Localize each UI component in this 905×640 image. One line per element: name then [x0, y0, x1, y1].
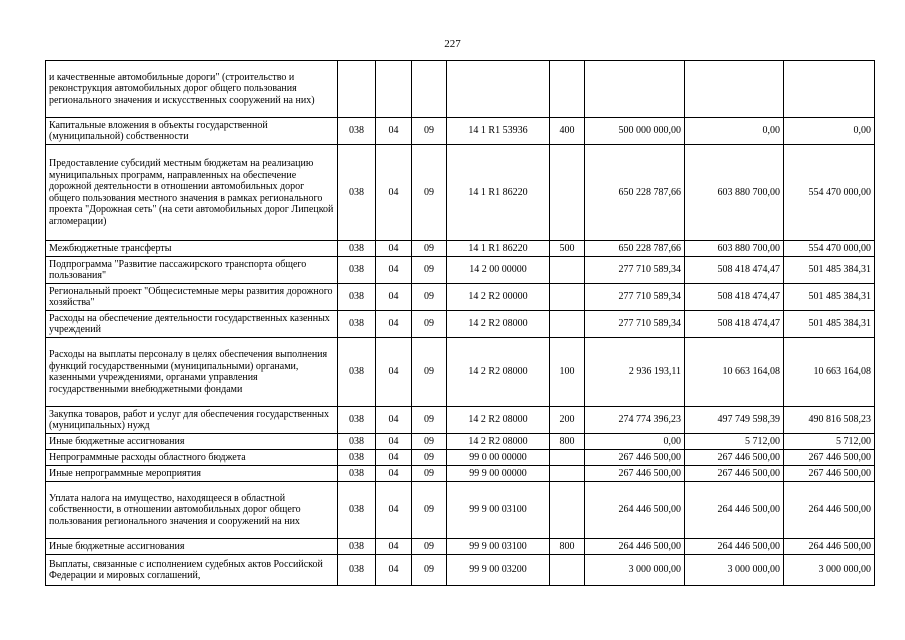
amount-year-2-cell: 603 880 700,00 — [685, 241, 784, 257]
admin-code-cell: 038 — [338, 450, 376, 466]
table-row — [46, 450, 875, 466]
expense-type-cell — [550, 145, 585, 241]
table-row — [46, 338, 875, 407]
amount-year-3-cell: 3 000 000,00 — [784, 555, 875, 586]
section-code-cell: 04 — [376, 284, 412, 311]
amount-year-2-cell: 264 446 500,00 — [685, 482, 784, 539]
admin-code-cell: 038 — [338, 284, 376, 311]
amount-year-1-cell — [585, 61, 685, 118]
row-name-cell: Непрограммные расходы областного бюджета — [46, 450, 338, 466]
target-article-cell: 14 2 R2 08000 — [447, 407, 550, 434]
amount-year-3-cell: 490 816 508,23 — [784, 407, 875, 434]
table-row — [46, 434, 875, 450]
amount-year-3-cell — [784, 61, 875, 118]
amount-year-3-cell: 264 446 500,00 — [784, 482, 875, 539]
subsection-code-cell: 09 — [412, 450, 447, 466]
amount-year-3-cell: 554 470 000,00 — [784, 145, 875, 241]
admin-code-cell: 038 — [338, 241, 376, 257]
amount-year-1-cell: 267 446 500,00 — [585, 450, 685, 466]
subsection-code-cell: 09 — [412, 434, 447, 450]
expense-type-cell: 200 — [550, 407, 585, 434]
admin-code-cell: 038 — [338, 407, 376, 434]
amount-year-3-cell: 501 485 384,31 — [784, 257, 875, 284]
section-code-cell: 04 — [376, 118, 412, 145]
section-code-cell: 04 — [376, 145, 412, 241]
row-name-cell: Иные бюджетные ассигнования — [46, 539, 338, 555]
amount-year-3-cell: 10 663 164,08 — [784, 338, 875, 407]
amount-year-2-cell: 508 418 474,47 — [685, 257, 784, 284]
subsection-code-cell — [412, 61, 447, 118]
amount-year-3-cell: 501 485 384,31 — [784, 284, 875, 311]
section-code-cell: 04 — [376, 539, 412, 555]
expense-type-cell — [550, 61, 585, 118]
amount-year-3-cell: 501 485 384,31 — [784, 311, 875, 338]
row-name-cell: Предоставление субсидий местным бюджетам на реализацию муниципальных программ, направленных на обеспечение дорожной деятельности в отношении автомобильных дорог общего пользования местного значения в рамках регионального проекта "Дорожная сеть" (на сети автомобильных дорог Липецкой агломерации) — [46, 145, 338, 241]
amount-year-2-cell: 264 446 500,00 — [685, 539, 784, 555]
section-code-cell: 04 — [376, 311, 412, 338]
subsection-code-cell: 09 — [412, 555, 447, 586]
subsection-code-cell: 09 — [412, 338, 447, 407]
section-code-cell: 04 — [376, 407, 412, 434]
target-article-cell: 99 9 00 03100 — [447, 539, 550, 555]
amount-year-3-cell: 267 446 500,00 — [784, 466, 875, 482]
admin-code-cell — [338, 61, 376, 118]
expense-type-cell — [550, 450, 585, 466]
target-article-cell: 99 9 00 03200 — [447, 555, 550, 586]
row-name-cell: Закупка товаров, работ и услуг для обеспечения государственных (муниципальных) нужд — [46, 407, 338, 434]
row-name-cell: Подпрограмма "Развитие пассажирского транспорта общего пользования" — [46, 257, 338, 284]
expense-type-cell — [550, 466, 585, 482]
table-row — [46, 284, 875, 311]
admin-code-cell: 038 — [338, 257, 376, 284]
amount-year-1-cell: 2 936 193,11 — [585, 338, 685, 407]
row-name-cell: Расходы на обеспечение деятельности государственных казенных учреждений — [46, 311, 338, 338]
amount-year-2-cell: 267 446 500,00 — [685, 466, 784, 482]
expense-type-cell — [550, 482, 585, 539]
section-code-cell: 04 — [376, 338, 412, 407]
admin-code-cell: 038 — [338, 539, 376, 555]
subsection-code-cell: 09 — [412, 466, 447, 482]
amount-year-3-cell: 0,00 — [784, 118, 875, 145]
section-code-cell: 04 — [376, 450, 412, 466]
row-name-cell: Уплата налога на имущество, находящееся в областной собственности, в отношении автомобильных дорог общего пользования регионального значения и сооружений на них — [46, 482, 338, 539]
target-article-cell: 14 2 R2 08000 — [447, 338, 550, 407]
expense-type-cell: 800 — [550, 539, 585, 555]
page-number: 227 — [444, 38, 461, 50]
budget-table — [45, 60, 875, 586]
amount-year-2-cell — [685, 61, 784, 118]
admin-code-cell: 038 — [338, 434, 376, 450]
amount-year-2-cell: 267 446 500,00 — [685, 450, 784, 466]
amount-year-3-cell: 267 446 500,00 — [784, 450, 875, 466]
table-row — [46, 145, 875, 241]
target-article-cell — [447, 61, 550, 118]
row-name-cell: Иные непрограммные мероприятия — [46, 466, 338, 482]
table-row — [46, 118, 875, 145]
subsection-code-cell: 09 — [412, 482, 447, 539]
amount-year-1-cell: 267 446 500,00 — [585, 466, 685, 482]
expense-type-cell — [550, 257, 585, 284]
target-article-cell: 99 9 00 00000 — [447, 466, 550, 482]
expense-type-cell — [550, 555, 585, 586]
target-article-cell: 14 1 R1 86220 — [447, 145, 550, 241]
target-article-cell: 14 2 R2 08000 — [447, 311, 550, 338]
table-row — [46, 257, 875, 284]
section-code-cell: 04 — [376, 257, 412, 284]
target-article-cell: 99 0 00 00000 — [447, 450, 550, 466]
row-name-cell: Расходы на выплаты персоналу в целях обеспечения выполнения функций государственными (муниципальными) органами, казенными учреждениями, органами управления государственными внебюджетными фондами — [46, 338, 338, 407]
amount-year-2-cell: 0,00 — [685, 118, 784, 145]
subsection-code-cell: 09 — [412, 407, 447, 434]
target-article-cell: 14 2 R2 08000 — [447, 434, 550, 450]
expense-type-cell: 800 — [550, 434, 585, 450]
amount-year-2-cell: 603 880 700,00 — [685, 145, 784, 241]
admin-code-cell: 038 — [338, 555, 376, 586]
expense-type-cell: 400 — [550, 118, 585, 145]
target-article-cell: 14 1 R1 53936 — [447, 118, 550, 145]
subsection-code-cell: 09 — [412, 241, 447, 257]
admin-code-cell: 038 — [338, 145, 376, 241]
section-code-cell: 04 — [376, 555, 412, 586]
expense-type-cell — [550, 284, 585, 311]
subsection-code-cell: 09 — [412, 311, 447, 338]
amount-year-2-cell: 10 663 164,08 — [685, 338, 784, 407]
section-code-cell: 04 — [376, 466, 412, 482]
amount-year-3-cell: 554 470 000,00 — [784, 241, 875, 257]
target-article-cell: 14 1 R1 86220 — [447, 241, 550, 257]
table-row — [46, 241, 875, 257]
amount-year-1-cell: 274 774 396,23 — [585, 407, 685, 434]
target-article-cell: 14 2 00 00000 — [447, 257, 550, 284]
amount-year-2-cell: 497 749 598,39 — [685, 407, 784, 434]
amount-year-1-cell: 650 228 787,66 — [585, 241, 685, 257]
row-name-cell: Региональный проект "Общесистемные меры развития дорожного хозяйства" — [46, 284, 338, 311]
amount-year-2-cell: 5 712,00 — [685, 434, 784, 450]
admin-code-cell: 038 — [338, 482, 376, 539]
table-row — [46, 61, 875, 118]
amount-year-1-cell: 3 000 000,00 — [585, 555, 685, 586]
target-article-cell: 14 2 R2 00000 — [447, 284, 550, 311]
amount-year-3-cell: 5 712,00 — [784, 434, 875, 450]
budget-table-body — [46, 61, 875, 586]
expense-type-cell: 100 — [550, 338, 585, 407]
table-row — [46, 482, 875, 539]
section-code-cell: 04 — [376, 241, 412, 257]
amount-year-1-cell: 0,00 — [585, 434, 685, 450]
row-name-cell: Выплаты, связанные с исполнением судебных актов Российской Федерации и мировых соглашений, — [46, 555, 338, 586]
table-row — [46, 407, 875, 434]
section-code-cell — [376, 61, 412, 118]
subsection-code-cell: 09 — [412, 539, 447, 555]
amount-year-3-cell: 264 446 500,00 — [784, 539, 875, 555]
table-row — [46, 555, 875, 586]
expense-type-cell: 500 — [550, 241, 585, 257]
admin-code-cell: 038 — [338, 118, 376, 145]
amount-year-1-cell: 500 000 000,00 — [585, 118, 685, 145]
target-article-cell: 99 9 00 03100 — [447, 482, 550, 539]
amount-year-1-cell: 277 710 589,34 — [585, 311, 685, 338]
row-name-cell: и качественные автомобильные дороги" (строительство и реконструкция автомобильных дорог общего пользования регионального значения и искусственных сооружений на них) — [46, 61, 338, 118]
admin-code-cell: 038 — [338, 466, 376, 482]
subsection-code-cell: 09 — [412, 284, 447, 311]
amount-year-2-cell: 508 418 474,47 — [685, 284, 784, 311]
amount-year-1-cell: 277 710 589,34 — [585, 284, 685, 311]
section-code-cell: 04 — [376, 482, 412, 539]
subsection-code-cell: 09 — [412, 145, 447, 241]
row-name-cell: Иные бюджетные ассигнования — [46, 434, 338, 450]
admin-code-cell: 038 — [338, 338, 376, 407]
subsection-code-cell: 09 — [412, 257, 447, 284]
admin-code-cell: 038 — [338, 311, 376, 338]
table-row — [46, 466, 875, 482]
amount-year-1-cell: 277 710 589,34 — [585, 257, 685, 284]
expense-type-cell — [550, 311, 585, 338]
amount-year-1-cell: 264 446 500,00 — [585, 539, 685, 555]
amount-year-2-cell: 508 418 474,47 — [685, 311, 784, 338]
row-name-cell: Межбюджетные трансферты — [46, 241, 338, 257]
table-row — [46, 311, 875, 338]
table-row — [46, 539, 875, 555]
amount-year-2-cell: 3 000 000,00 — [685, 555, 784, 586]
subsection-code-cell: 09 — [412, 118, 447, 145]
amount-year-1-cell: 650 228 787,66 — [585, 145, 685, 241]
row-name-cell: Капитальные вложения в объекты государственной (муниципальной) собственности — [46, 118, 338, 145]
amount-year-1-cell: 264 446 500,00 — [585, 482, 685, 539]
section-code-cell: 04 — [376, 434, 412, 450]
